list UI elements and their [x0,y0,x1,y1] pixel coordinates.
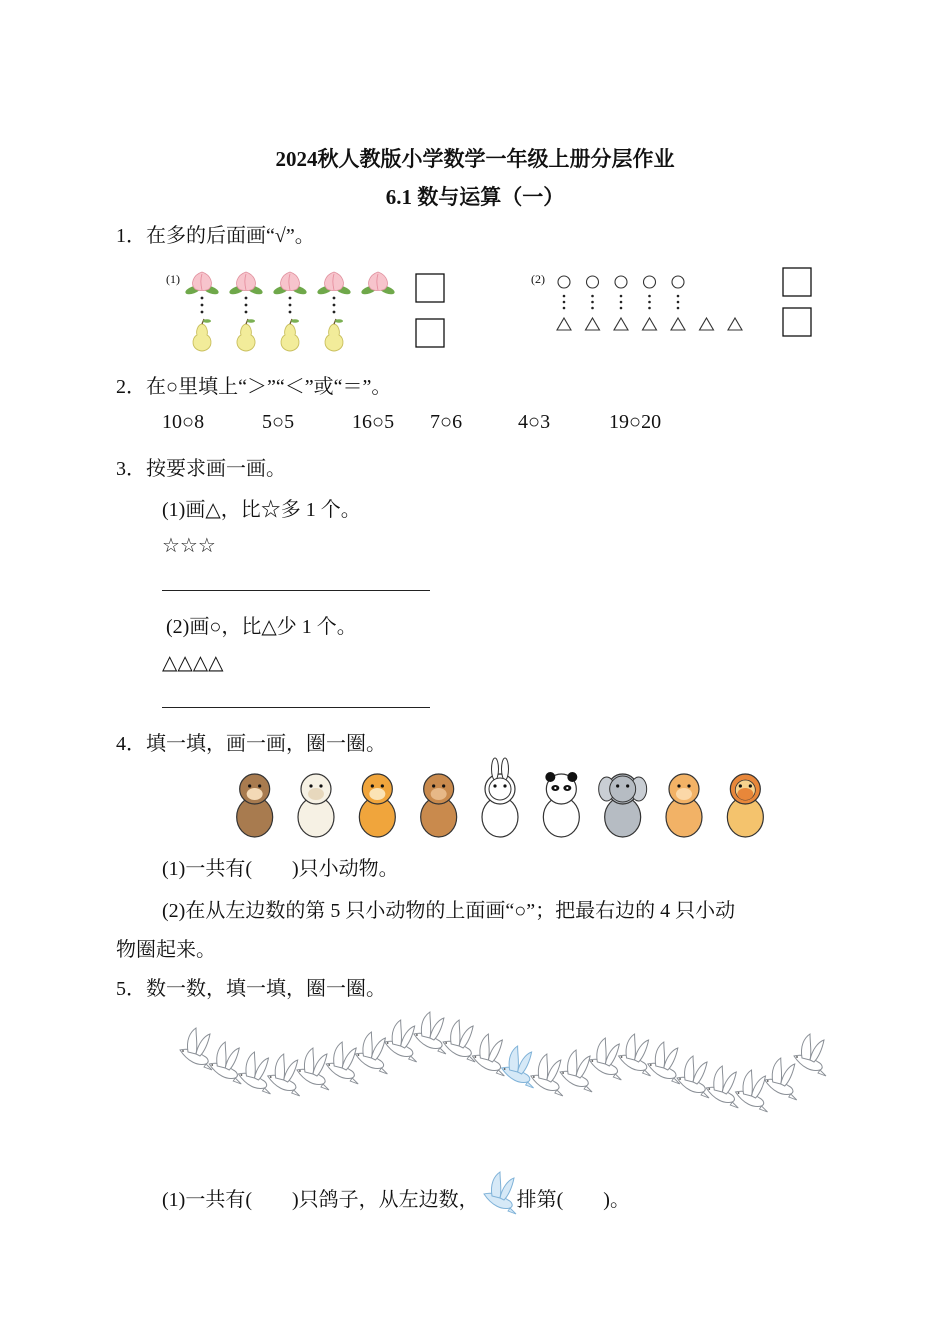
comparison-item[interactable]: 16○5 [352,411,395,433]
circle-shape [587,276,599,288]
cat-icon [666,774,702,837]
dove-icon [589,1038,621,1080]
triangle-shape [728,318,742,330]
dove-icon [385,1020,417,1062]
dove-icon [706,1066,738,1108]
dove-icon [794,1034,826,1076]
comparison-item[interactable]: 5○5 [262,411,295,433]
triangle-shape [586,318,600,330]
q3-part1-answer-line[interactable] [162,590,430,591]
q1-answer-box-bottom[interactable] [415,318,447,350]
circle-shape [644,276,656,288]
pear-icon [325,319,343,351]
peach-icon [228,272,263,296]
comparison-item[interactable]: 7○6 [430,411,463,433]
triangle-shape [671,318,685,330]
triangle-shape [557,318,571,330]
rabbit-icon [482,758,518,837]
q4-part2-continued: 物圈起来。 [116,939,216,961]
q1-answer-box-circles[interactable] [782,267,814,299]
dove-icon [560,1050,592,1092]
elephant-icon [599,774,647,837]
blue-dove-icon [479,1168,517,1218]
lion-icon [727,774,763,837]
q3-part1-stars: ☆☆☆ [162,535,216,557]
dove-icon [677,1056,709,1098]
dove-icon [648,1042,680,1084]
triangle-shape [700,318,714,330]
q3-part1: (1)画△，比☆多 1 个。 [162,499,361,521]
q1-part2-label: (2) [531,272,545,286]
q3-prompt: 3．按要求画一画。 [116,458,286,480]
q1-fruit-figure [184,266,394,356]
q1-prompt: 1．在多的后面画“√”。 [116,225,315,247]
dove-icon [209,1042,241,1084]
comparison-item[interactable]: 19○20 [609,411,662,433]
peach-icon [316,272,351,296]
circle-shape [615,276,627,288]
q5-part1-after: 排第( )。 [516,1189,630,1211]
dove-icon [472,1034,504,1076]
circle-shape [672,276,684,288]
dove-icon [414,1012,446,1054]
dove-icon [268,1054,300,1096]
dove-icon [765,1058,797,1100]
comparison-item[interactable]: 10○8 [162,411,205,433]
pear-icon [237,319,255,351]
q5-doves-row [184,1010,816,1130]
q1-part1-label: (1) [166,272,180,286]
q3-part2-triangles: △△△△ [162,652,224,674]
kangaroo-icon [421,774,457,837]
q4-part2: (2)在从左边数的第 5 只小动物的上面画“○”；把最右边的 4 只小动 [162,900,736,922]
sheep-icon [298,774,334,837]
q3-part2: (2)画○，比△少 1 个。 [166,616,357,638]
dove-icon [297,1048,329,1090]
triangle-shape [643,318,657,330]
dove-icon [326,1042,358,1084]
dove-icon [531,1054,563,1096]
pear-icon [193,319,211,351]
q5-prompt: 5．数一数，填一填，圈一圈。 [116,978,386,1000]
dove-icon [443,1020,475,1062]
blue-dove-icon [502,1046,534,1088]
page-title: 2024秋人教版小学数学一年级上册分层作业 [275,147,675,171]
q2-prompt: 2．在○里填上“＞”“＜”或“＝”。 [116,376,392,398]
q5-part1 [162,1168,630,1218]
comparison-item[interactable]: 4○3 [518,411,551,433]
dove-icon [238,1052,270,1094]
triangle-shape [614,318,628,330]
peach-icon [360,272,395,296]
page-subtitle: 6.1 数与运算（一） [385,185,565,209]
dove-icon [736,1070,768,1112]
q4-part1: (1)一共有( )只小动物。 [162,858,399,880]
dove-icon [180,1028,212,1070]
q1-shapes-figure [552,270,752,340]
dove-icon [355,1032,387,1074]
peach-icon [272,272,307,296]
pear-icon [281,319,299,351]
peach-icon [184,272,219,296]
panda-icon [543,772,579,837]
monkey-icon [237,774,273,837]
q3-part2-answer-line[interactable] [162,707,430,708]
tiger-icon [359,774,395,837]
q1-answer-box-top[interactable] [415,273,447,305]
q4-animals-row [224,765,776,845]
circle-shape [558,276,570,288]
q5-part1-before: (1)一共有( )只鸽子，从左边数， [162,1189,479,1211]
dove-icon [619,1034,651,1076]
q1-answer-box-triangles[interactable] [782,307,814,339]
q4-prompt: 4．填一填，画一画，圈一圈。 [116,733,386,755]
